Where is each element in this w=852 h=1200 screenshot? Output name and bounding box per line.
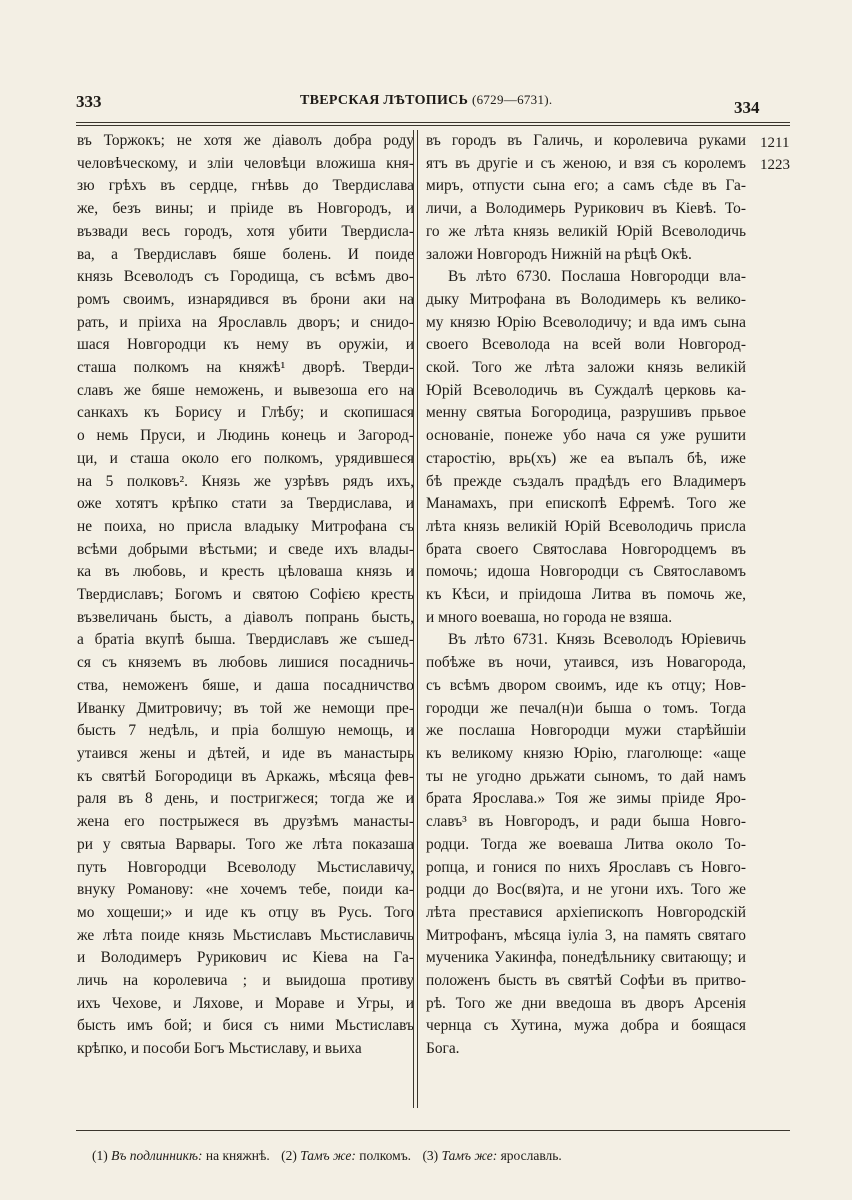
margin-year-start: 1211 [760, 135, 790, 151]
header-title-text: ТВЕРСКАЯ ЛѢТОПИСЬ [300, 93, 469, 108]
text-line: го же лѣта князь великій Юрій Всеволодичь [426, 222, 746, 240]
text-line: Юрій Всеволодичь въ Суждалѣ церковь ка- [426, 381, 746, 399]
text-line: ты не угодно дрьжати сыномъ, то дай намъ [426, 767, 746, 785]
text-line: миръ, отпусти сына его; а самъ сѣде въ Га- [426, 177, 746, 195]
header-years: (6729—6731). [471, 92, 553, 107]
footnotes [92, 1148, 570, 1164]
text-line: рать, и пріиха на Ярославль дворъ; и снидо- [77, 313, 414, 331]
text-line: брата своего Святослава Новгородцемъ въ [426, 540, 746, 558]
text-line: князь Всеволодъ съ Городища, съ всѣмъ дво- [77, 268, 414, 286]
text-line: сташа полкомъ на княжѣ¹ дворѣ. Тверди- [77, 359, 414, 377]
page-number-left: 333 [76, 92, 102, 111]
text-line: заложи Новгородъ Нижній на рѣцѣ Окѣ. [426, 245, 692, 263]
footnote-text: полкомъ. [359, 1148, 412, 1163]
text-line: славъ³ въ Новгородъ, и ради быша Новго- [426, 813, 746, 831]
text-line: мо хощеши;» и иде къ отцу въ Русь. Того [77, 903, 414, 921]
text-line: путь Новгородци Всеволоду Мьстиславичу, [77, 858, 414, 876]
header-rule [76, 122, 790, 126]
page-number-right: 334 [734, 98, 760, 117]
text-line: Твердиславъ; Богомъ и святою Софією кресть [77, 586, 414, 604]
text-line: Бога. [426, 1040, 460, 1058]
text-line: крѣпко, и пособи Богъ Мьстиславу, и вьиха [77, 1040, 362, 1058]
text-line: лѣта преставися архіепископъ Новгородскій [426, 903, 746, 921]
text-line: санкахъ къ Борису и Глѣбу; и скопишася [77, 404, 414, 422]
text-line: старостію, врь(хъ) же еа въпалъ бѣ, иже [426, 449, 746, 467]
footnote-marker: (1) [92, 1148, 108, 1163]
text-line: жена его пострыжеся въ друзѣмъ манасты- [77, 813, 414, 831]
margin-years [760, 132, 790, 176]
column-divider [413, 130, 418, 1108]
text-line: положенъ бысть въ святѣй Софѣи въ притво- [426, 972, 746, 990]
text-line: не поиха, но присла владыку Митрофана съ [77, 517, 414, 535]
footnote-marker: (3) [422, 1148, 439, 1163]
left-text-column [77, 130, 414, 1061]
text-line: му князю Юрію Всеволодичу; и вда имъ сына [426, 313, 746, 331]
text-line: утаився жены и дѣтей, и иде въ манастырь [77, 744, 414, 762]
text-line: въ городъ въ Галичь, и королевича руками [426, 132, 746, 149]
text-line: и Володимеръ Рурикович ис Кіева на Га- [77, 949, 414, 967]
text-line: родци. Тогда же воеваша Литва около То- [426, 835, 746, 853]
text-line: побѣже въ ночи, утаився, изъ Новагорода, [426, 654, 746, 672]
text-line: брата Ярослава.» Тоя же зимы пріиде Яро- [426, 790, 746, 808]
text-line: Манамахъ, при епископѣ Ефремѣ. Того же [426, 495, 746, 513]
text-line: родци до Вос(вя)та, и не угони ихъ. Того же [426, 881, 746, 899]
footer-rule [76, 1130, 790, 1131]
text-line: възвади весь городъ, хотя убити Твердисла- [77, 222, 414, 240]
text-line: личь на королевича ; и выидоша противу [77, 972, 414, 990]
footnote-label: Тамъ же: [441, 1148, 498, 1163]
text-line: человѣческому, и злiи человѣци вложиша кня- [77, 154, 414, 172]
text-line: ропца, и гонися по нихъ Ярославъ съ Новго- [426, 858, 746, 876]
text-line: Митрофанъ, мѣсяца іуліа 3, на память святаго [426, 926, 746, 944]
footnote-marker: (2) [281, 1148, 297, 1163]
text-line: ской. Того же лѣта заложи князь великій [426, 359, 746, 377]
text-line: шася Новгородци къ нему въ оружіи, и [77, 336, 414, 354]
text-line: ства, неможенъ бяше, и даша посадничство [77, 676, 414, 694]
footnote-3 [422, 1148, 561, 1163]
text-line: рѣ. Того же дни введоша въ дворъ Арсенія [426, 994, 746, 1012]
text-line: въ Торжокъ; не хотя же діаволъ добра роду [77, 132, 414, 149]
text-line: основаніе, понеже убо нача ся уже рушити [426, 427, 746, 445]
text-line: о немь Пруси, и Людинь конець и Загород- [77, 427, 414, 445]
footnote-text: ярославль. [500, 1148, 562, 1163]
text-line: на 5 полковъ². Князь же узрѣвъ рядъ ихъ, [77, 472, 414, 490]
text-line: къ Кѣси, и пріидоша Литва въ помочь же, [426, 586, 746, 604]
text-line: же, безъ вины; и пріиде въ Новгородъ, и [77, 200, 414, 218]
text-line: городци же печал(н)и быша о томъ. Тогда [426, 699, 746, 717]
footnote-1 [92, 1148, 273, 1163]
text-line: ся съ княземъ въ любовь лишися посадничь- [77, 654, 414, 672]
text-line: личи, а Володимерь Рурикович въ Кіевѣ. То- [426, 200, 746, 218]
footnote-2 [281, 1148, 414, 1163]
text-line: възвеличань бысть, а діаволъ попрань бысть, [77, 608, 414, 626]
text-line: ятъ въ другіе и съ женою, и взя съ королемъ [426, 154, 746, 172]
text-line: ромъ своимъ, изнарядився въ брони аки на [77, 290, 414, 308]
text-line: зю грѣхъ въ сердце, гнѣвь до Твердислава [77, 177, 414, 195]
text-line: же послаша Новгородци мужи старѣйшiи [426, 722, 746, 740]
text-line: дыку Митрофана въ Володимерь къ велико- [426, 290, 746, 308]
text-line: помочь; идоша Новгородци съ Святославомъ [426, 563, 746, 581]
text-line: Въ лѣто 6730. Послаша Новгородци вла- [448, 268, 746, 286]
text-line: бѣ прежде създалъ прадѣдъ его Владимеръ [426, 472, 746, 490]
text-line: а братіа вкупѣ быша. Твердиславъ же съшед- [77, 631, 414, 649]
footnote-label: Тамъ же: [300, 1148, 356, 1163]
text-line: своего Всеволода на всей воли Новгород- [426, 336, 746, 354]
text-line: ва, а Твердиславъ бяше болень. И поиде [77, 245, 414, 263]
margin-year-end: 1223 [760, 157, 790, 173]
text-line: мученика Уакинфа, понедѣльнику свитающу; и [426, 949, 746, 967]
text-line: всѣми добрыми вѣстьми; и сведе ихъ влады- [77, 540, 414, 558]
text-line: Иванку Дмитровичу; въ той же немощи пре- [77, 699, 414, 717]
text-line: къ великому князю Юрію, глаголюще: «аще [426, 744, 746, 762]
text-line: менну святыа Богородица, разрушивъ прьвое [426, 404, 746, 422]
text-line: бысть 7 недѣль, и пріа болшую немощь, и [77, 722, 414, 740]
text-line: ихъ Чехове, и Ляхове, и Мораве и Угры, и [77, 994, 414, 1012]
text-line: славъ же бяше неможень, и вывезоша его на [77, 381, 414, 399]
text-line: ка въ любовь, и кресть цѣловаша князь и [77, 563, 414, 581]
text-line: раля въ 8 день, и постригжеся; тогда же и [77, 790, 414, 808]
text-line: ри у святыа Варвары. Того же лѣта показаша [77, 835, 414, 853]
footnote-text: на княжнѣ. [205, 1148, 270, 1163]
text-line: бысть имъ бой; и бися съ ними Мьстиславъ [77, 1017, 414, 1035]
text-line: Въ лѣто 6731. Князь Всеволодъ Юріевичь [448, 631, 746, 649]
text-line: оже хотятъ крѣпко стати за Твердислава, и [77, 495, 414, 513]
text-line: къ святѣй Богородици въ Аркажь, мѣсяца фев- [77, 767, 414, 785]
right-text-column [426, 130, 746, 1061]
footnote-label: Въ подлинникѣ: [111, 1148, 203, 1163]
text-line: съ всѣмъ двором своимъ, иде къ отцу; Нов- [426, 676, 746, 694]
text-line: лѣта князь великій Юрій Всеволодичь присла [426, 517, 746, 535]
text-line: внуку Романову: «не хочемъ тебе, поиди ка- [77, 881, 414, 899]
running-header-title [300, 92, 553, 109]
text-line: чернца съ Хутина, мужа добра и боящася [426, 1017, 746, 1035]
text-line: ци, и сташа около его полкомъ, урядившеся [77, 449, 414, 467]
text-line: же лѣта поиде князь Мьстиславъ Мьстиславичь [77, 926, 414, 944]
text-line: и много воеваша, но города не взяша. [426, 608, 673, 626]
